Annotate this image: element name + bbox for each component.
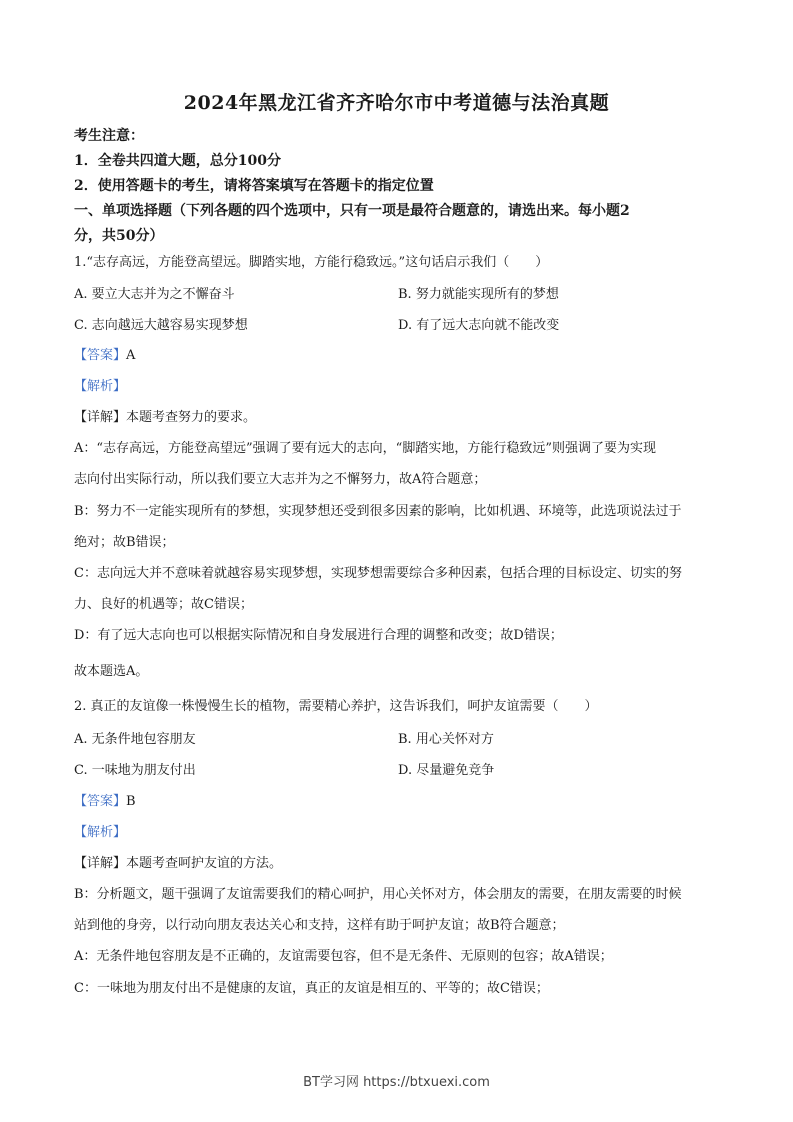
q2-option-b: B. 用心关怀对方	[398, 732, 494, 747]
q2-explain-line: B：分析题文，题干强调了友谊需要我们的精心呵护，用心关怀对方，体会朋友的需要，在朋友需要的时候	[74, 887, 682, 902]
q1-option-d: D. 有了远大志向就不能改变	[398, 318, 560, 333]
q1-analysis-label: 【解析】	[74, 379, 127, 394]
page-title: 2024年黑龙江省齐齐哈尔市中考道德与法治真题	[183, 92, 610, 114]
q2-option-c: C. 一味地为朋友付出	[74, 763, 196, 778]
q1-explain-line: D：有了远大志向也可以根据实际情况和自身发展进行合理的调整和改变；故D错误；	[74, 628, 563, 643]
q2-detail	[74, 855, 734, 873]
answer-value: A	[126, 348, 136, 363]
q1-explain-line: B：努力不一定能实现所有的梦想，实现梦想还受到很多因素的影响，比如机遇、环境等，此选项说法过于	[74, 504, 682, 519]
answer-label: 【答案】	[74, 794, 127, 809]
q1-explain-line: 绝对；故B错误；	[74, 535, 175, 550]
q1-option-a: A. 要立大志并为之不懈奋斗	[74, 287, 235, 302]
q2-stem: 2. 真正的友谊像一株慢慢生长的植物，需要精心养护，这告诉我们，呵护友谊需要（ ）	[74, 699, 598, 714]
section-heading-cont: 分，共50分）	[74, 228, 164, 244]
notice-heading: 考生注意：	[74, 128, 144, 144]
q1-conclusion: 故本题选A。	[74, 664, 149, 679]
q1-detail	[74, 409, 734, 427]
q2-analysis-label: 【解析】	[74, 825, 127, 840]
q1-option-b: B. 努力就能实现所有的梦想	[398, 287, 559, 302]
q1-explain-line: 志向付出实际行动，所以我们要立大志并为之不懈努力，故A符合题意；	[74, 472, 487, 487]
q2-explain-line: 站到他的身旁，以行动向朋友表达关心和支持，这样有助于呵护友谊；故B符合题意；	[74, 918, 565, 933]
answer-value: B	[126, 794, 136, 809]
q1-answer	[74, 347, 734, 365]
q1-option-c: C. 志向越远大越容易实现梦想	[74, 318, 248, 333]
q2-answer	[74, 793, 734, 811]
detail-label: 【详解】	[74, 856, 127, 871]
footer-watermark: BT学习网 https://btxuexi.com	[303, 1075, 490, 1090]
q2-explain-line: C：一味地为朋友付出不是健康的友谊，真正的友谊是相互的、平等的；故C错误；	[74, 981, 549, 996]
detail-text: 本题考查呵护友谊的方法。	[126, 856, 283, 871]
q1-explain-line: C：志向远大并不意味着就越容易实现梦想，实现梦想需要综合多种因素，包括合理的目标设定、切实的努	[74, 566, 682, 581]
q2-explain-line: A：无条件地包容朋友是不正确的，友谊需要包容，但不是无条件、无原则的包容；故A错误；	[74, 949, 613, 964]
q2-option-a: A. 无条件地包容朋友	[74, 732, 196, 747]
notice-item-1: 1．全卷共四道大题，总分100分	[74, 153, 281, 169]
detail-label: 【详解】	[74, 410, 127, 425]
answer-label: 【答案】	[74, 348, 127, 363]
q2-option-d: D. 尽量避免竞争	[398, 763, 495, 778]
q1-explain-line: 力、良好的机遇等；故C错误；	[74, 597, 253, 612]
section-heading: 一、单项选择题（下列各题的四个选项中，只有一项是最符合题意的，请选出来。每小题2	[74, 203, 630, 219]
q1-stem: 1.“志存高远，方能登高望远。脚踏实地，方能行稳致远。”这句话启示我们（ ）	[74, 255, 549, 270]
detail-text: 本题考查努力的要求。	[126, 410, 257, 425]
q1-explain-line: A：“志存高远，方能登高望远”强调了要有远大的志向，“脚踏实地，方能行稳致远”则强调了要为实现	[74, 441, 656, 456]
notice-item-2: 2．使用答题卡的考生，请将答案填写在答题卡的指定位置	[74, 178, 434, 194]
